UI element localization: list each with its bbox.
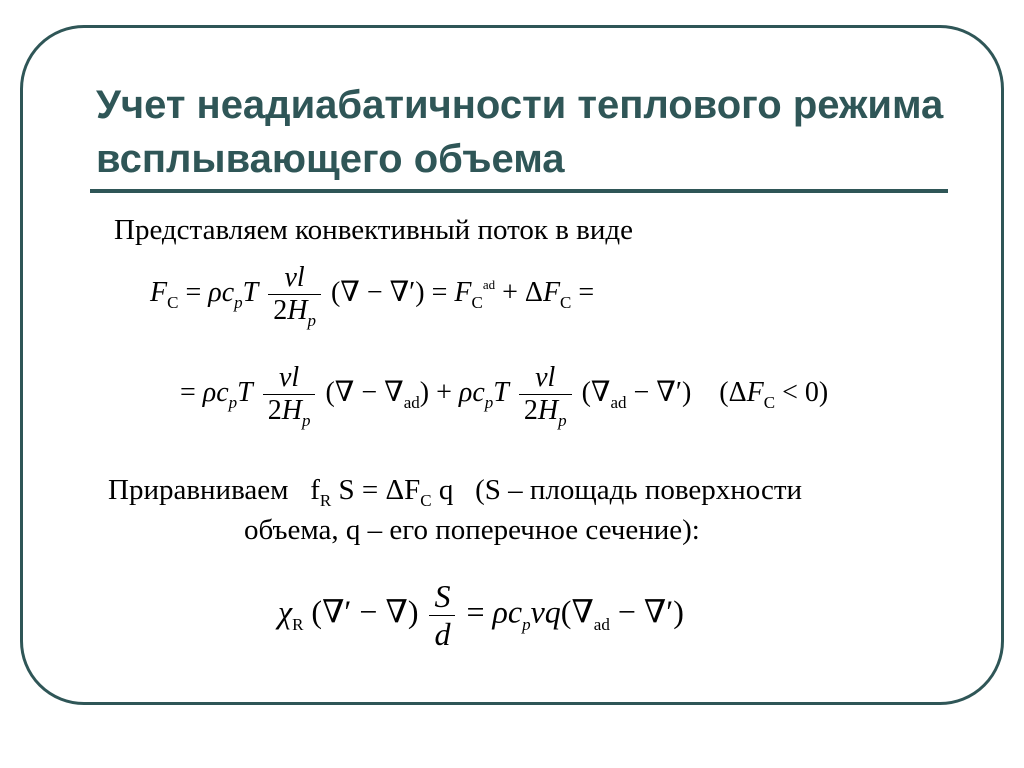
cross-section-definition: объема, q – его поперечное сечение): [244, 514, 700, 546]
equation-flux-expansion: = $\rho c_pT$ $\frac{vl}{2H_p}$ (∇ − $\nabla_{ad}) + \rho c_pT$ $\frac{vl}{2H_p}$ ($\nabla_{ad}$ − ∇′) $(\Delta F_C < 0)$ [180, 362, 829, 431]
title-underline [90, 189, 948, 193]
equation-energy-balance: $\chi_R$ (∇′ − ∇) $\frac{S}{d}$ = $\rho c_pvq(\nabla_{ad}$ − ∇′) [278, 578, 684, 652]
equate-label: Приравниваем [108, 474, 289, 506]
surface-definition: (S – площадь поверхности [475, 474, 803, 506]
slide-title: Учет неадиабатичности теплового режима всплывающего объема [96, 83, 944, 181]
equate-line: Приравниваем $f_R$ $S = \Delta F_C$ q (S – площадь поверхности [108, 474, 803, 510]
intro-text: Представляем конвективный поток в виде [114, 214, 633, 246]
equation-convective-flux: $F_C = \rho c_pT$ $\frac{vl}{2H_p}$ (∇ − ∇′) = $F_C^{ad} + \Delta F_C$ = [150, 262, 595, 331]
